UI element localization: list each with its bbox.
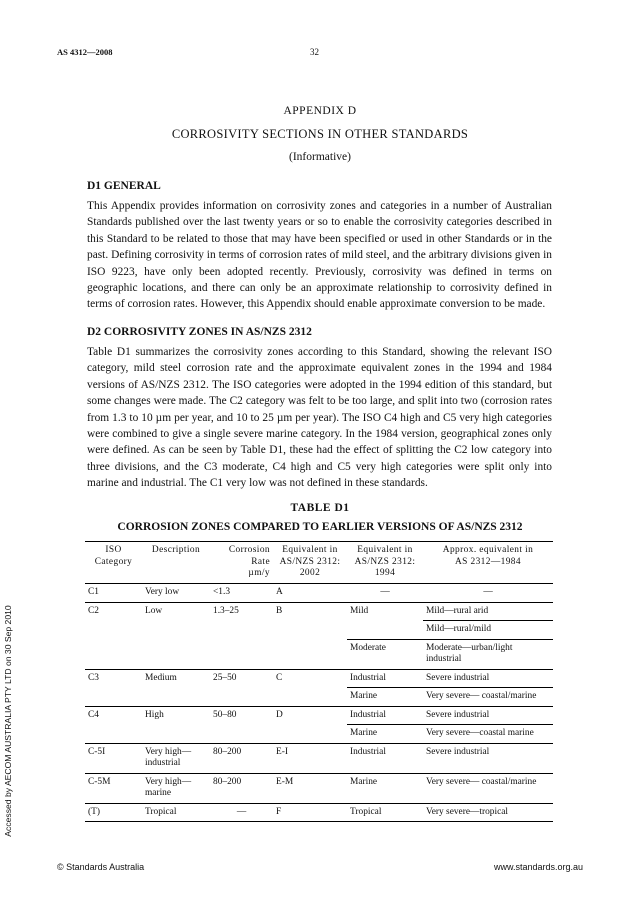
- table-row: [85, 803, 553, 822]
- cell-equivalent-2002: B: [273, 602, 347, 669]
- cell-equivalent-1984: Very severe—coastal marine: [423, 725, 553, 744]
- header-corrosion-rate: Corrosion Rate µm/y: [210, 542, 273, 584]
- cell-corrosion-rate: 80–200: [210, 773, 273, 803]
- cell-iso-category: C4: [85, 706, 142, 743]
- cell-equivalent-1994: Industrial: [347, 669, 423, 688]
- cell-equivalent-1994: Tropical: [347, 803, 423, 822]
- table-row: [85, 669, 553, 688]
- corrosion-zones-table: [85, 541, 553, 822]
- cell-equivalent-1984: Very severe—tropical: [423, 803, 553, 822]
- table-title: CORROSION ZONES COMPARED TO EARLIER VERSIONS OF AS/NZS 2312: [117, 521, 523, 533]
- cell-equivalent-1994: Mild: [347, 602, 423, 621]
- header-equivalent-2002: Equivalent in AS/NZS 2312: 2002: [273, 542, 347, 584]
- table-row: [85, 743, 553, 773]
- document-id: AS 4312—2008: [57, 47, 113, 57]
- cell-equivalent-1984: Mild—rural/mild: [423, 621, 553, 640]
- cell-equivalent-2002: C: [273, 669, 347, 706]
- table-row: [85, 602, 553, 621]
- appendix-title: CORROSIVITY SECTIONS IN OTHER STANDARDS: [171, 127, 469, 141]
- cell-equivalent-1984: Very severe— coastal/marine: [423, 773, 553, 803]
- table-row: [85, 773, 553, 803]
- cell-corrosion-rate: 1.3–25: [210, 602, 273, 669]
- cell-equivalent-2002: A: [273, 584, 347, 603]
- cell-equivalent-2002: E-I: [273, 743, 347, 773]
- cell-description: Low: [142, 602, 210, 669]
- cell-equivalent-1984: Moderate—urban/light industrial: [423, 639, 553, 669]
- cell-equivalent-2002: E-M: [273, 773, 347, 803]
- cell-description: Very low: [142, 584, 210, 603]
- section-d2-body: Table D1 summarizes the corrosivity zones according to this Standard, showing the relevant ISO category, mild steel corrosion rate and the approximate equivalent zones in the 1994 and 1984 versions of AS/NZS 2312. The ISO categories were adopted in the 1994 edition of this standard, but some changes were made. The C2 category was felt to be too large, and split into two (corrosion rates from 1.3 to 10 µm per year, and 10 to 25 µm per year). The ISO C4 high and C5 very high categories were combined to give a single severe marine category. In the 1984 version, geographical zones only were defined. As can be seen by Table D1, these had the effect of splitting the C2 low category into three divisions, and the C3 moderate, C4 high and C5 very high categories were split only into marine and industrial. The C1 very low was not defined in these standards.: [87, 346, 552, 490]
- appendix-label: APPENDIX D: [283, 105, 357, 117]
- cell-equivalent-2002: D: [273, 706, 347, 743]
- cell-equivalent-1994: Marine: [347, 725, 423, 744]
- cell-equivalent-1994: Industrial: [347, 743, 423, 773]
- cell-description: High: [142, 706, 210, 743]
- cell-iso-category: (T): [85, 803, 142, 822]
- cell-equivalent-1994: [347, 621, 423, 640]
- cell-iso-category: C1: [85, 584, 142, 603]
- cell-equivalent-1994: —: [347, 584, 423, 603]
- cell-equivalent-1984: Severe industrial: [423, 743, 553, 773]
- section-d1-body: This Appendix provides information on corrosivity zones and categories in a number of Australian Standards published over the last twenty years or so to enable the corrosivity categories described in this Standard to be related to those that may have been specified or used in other Standards or in the past. Defining corrosivity in terms of corrosion rates of mild steel, and the arbitrary divisions given in ISO 9223, have only been adopted recently. Previously, corrosivity was defined in terms on geographic locations, and there can only be an approximate relationship to corrosivity defined in terms of corrosion rates. However, this Appendix should enable approximate conversion to be made.: [87, 200, 552, 311]
- cell-description: Very high— marine: [142, 773, 210, 803]
- cell-description: Tropical: [142, 803, 210, 822]
- cell-equivalent-1984: —: [423, 584, 553, 603]
- cell-corrosion-rate: —: [210, 803, 273, 822]
- cell-equivalent-1994: Moderate: [347, 639, 423, 669]
- table-row: [85, 706, 553, 725]
- header-iso-category: ISO Category: [85, 542, 142, 584]
- cell-iso-category: C3: [85, 669, 142, 706]
- appendix-status: (Informative): [289, 151, 351, 163]
- section-d1-heading: D1 GENERAL: [87, 180, 161, 192]
- cell-description: Very high— industrial: [142, 743, 210, 773]
- cell-equivalent-1994: Industrial: [347, 706, 423, 725]
- cell-equivalent-1984: Very severe— coastal/marine: [423, 688, 553, 707]
- cell-equivalent-1984: Severe industrial: [423, 706, 553, 725]
- table-number: TABLE D1: [290, 502, 350, 514]
- cell-iso-category: C-5M: [85, 773, 142, 803]
- cell-corrosion-rate: 50–80: [210, 706, 273, 743]
- cell-equivalent-1994: Marine: [347, 773, 423, 803]
- cell-equivalent-2002: F: [273, 803, 347, 822]
- section-d2-heading: D2 CORROSIVITY ZONES IN AS/NZS 2312: [87, 326, 312, 338]
- cell-corrosion-rate: <1.3: [210, 584, 273, 603]
- footer-website: www.standards.org.au: [493, 862, 583, 872]
- table-row: [85, 584, 553, 603]
- cell-corrosion-rate: 80–200: [210, 743, 273, 773]
- table-header-row: [85, 542, 553, 584]
- page-number: 32: [310, 47, 319, 57]
- cell-corrosion-rate: 25–50: [210, 669, 273, 706]
- header-equivalent-1994: Equivalent in AS/NZS 2312: 1994: [347, 542, 423, 584]
- cell-equivalent-1984: Mild—rural arid: [423, 602, 553, 621]
- header-description: Description: [142, 542, 210, 584]
- access-watermark: Accessed by AECOM AUSTRALIA PTY LTD on 30 Sep 2010: [3, 605, 13, 837]
- footer-copyright: © Standards Australia: [57, 862, 145, 872]
- cell-iso-category: C2: [85, 602, 142, 669]
- cell-equivalent-1984: Severe industrial: [423, 669, 553, 688]
- cell-iso-category: C-5I: [85, 743, 142, 773]
- cell-description: Medium: [142, 669, 210, 706]
- header-equivalent-1984: Approx. equivalent in AS 2312—1984: [423, 542, 553, 584]
- cell-equivalent-1994: Marine: [347, 688, 423, 707]
